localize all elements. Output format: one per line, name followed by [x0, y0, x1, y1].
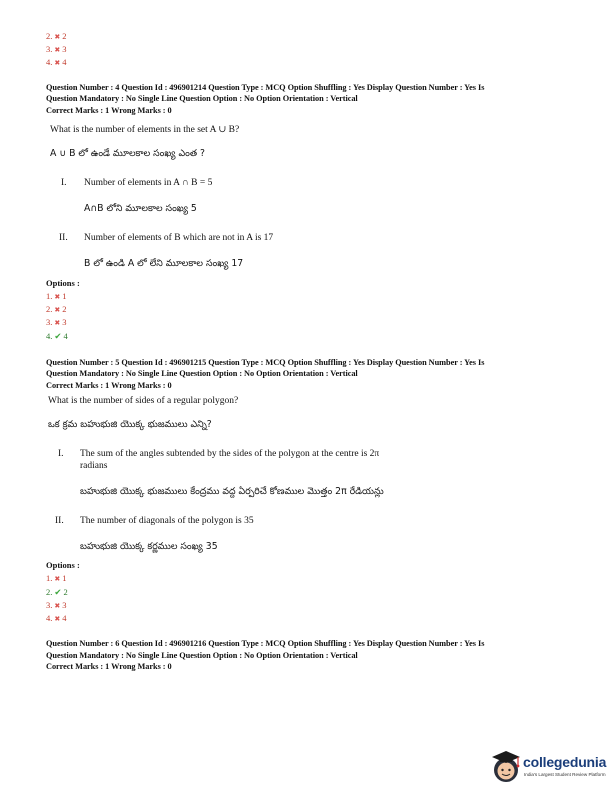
option-row	[46, 573, 67, 583]
check-icon: ✔	[54, 331, 62, 341]
cross-icon: ✖	[54, 319, 61, 327]
option-value: 3	[62, 317, 67, 327]
option-value: 1	[62, 291, 67, 301]
option-value: 3	[62, 600, 67, 610]
statement-number: I.	[61, 178, 67, 188]
cross-icon: ✖	[54, 575, 61, 583]
statement-number: II.	[55, 516, 64, 526]
option-number: 3.	[46, 317, 53, 327]
question-text-en: What is the number of sides of a regular polygon?	[48, 396, 239, 406]
question-text-te: ఒక క్రమ బహుభుజి యొక్క భుజములు ఎన్ని?	[48, 419, 212, 430]
option-row-correct	[46, 587, 68, 598]
option-number: 2.	[46, 587, 53, 597]
option-value: 1	[62, 573, 67, 583]
option-number: 1.	[46, 291, 53, 301]
statement-text-en: radians	[80, 461, 108, 471]
statement-text-te: బహుభుజి యొక్క భుజములు కేంద్రము వద్ద ఏర్పరిచే కోణముల మొత్తం 2π రేడియన్లు	[80, 486, 384, 497]
option-number: 3.	[46, 600, 53, 610]
question-meta: Question Mandatory : No Single Line Question Option : No Option Orientation : Vertical	[46, 369, 358, 378]
question-meta: Question Number : 5 Question Id : 496901215 Question Type : MCQ Option Shuffling : Yes Display Question Number : Yes Is	[46, 358, 485, 367]
option-value: 4	[63, 331, 68, 341]
collegedunia-logo	[489, 746, 607, 786]
statement-text-te: A∩B లోని మూలకాల సంఖ్య 5	[84, 203, 197, 214]
question-meta: Question Number : 6 Question Id : 496901216 Question Type : MCQ Option Shuffling : Yes Display Question Number : Yes Is	[46, 639, 485, 648]
option-row	[46, 317, 67, 327]
option-number: 4.	[46, 57, 53, 67]
option-row	[46, 57, 67, 67]
options-label: Options :	[46, 278, 80, 288]
question-text-te: A ∪ B లో ఉండే మూలకాల సంఖ్య ఎంత ?	[50, 148, 205, 159]
option-number: 4.	[46, 613, 53, 623]
question-meta: Question Mandatory : No Single Line Question Option : No Option Orientation : Vertical	[46, 94, 358, 103]
cross-icon: ✖	[54, 293, 61, 301]
statement-text-en: The number of diagonals of the polygon is 35	[80, 516, 254, 526]
question-text-en: What is the number of elements in the set A ∪ B?	[50, 125, 240, 135]
cross-icon: ✖	[54, 59, 61, 67]
option-value: 3	[62, 44, 67, 54]
option-value: 2	[62, 31, 67, 41]
options-label: Options :	[46, 560, 80, 570]
option-value: 2	[63, 587, 68, 597]
statement-text-te: బహుభుజి యొక్క కర్ణముల సంఖ్య 35	[80, 541, 218, 552]
option-row	[46, 31, 67, 41]
option-row	[46, 613, 67, 623]
option-value: 4	[62, 613, 67, 623]
statement-text-en: Number of elements of B which are not in A is 17	[84, 233, 274, 243]
cross-icon: ✖	[54, 306, 61, 314]
statement-text-en: Number of elements in A ∩ B = 5	[84, 178, 213, 188]
option-number: 1.	[46, 573, 53, 583]
graduate-mascot-icon	[489, 746, 523, 784]
cross-icon: ✖	[54, 615, 61, 623]
logo-tagline: India's Largest Student Review Platform	[524, 772, 606, 777]
option-row-correct	[46, 331, 68, 342]
cross-icon: ✖	[54, 33, 61, 41]
statement-text-en: The sum of the angles subtended by the sides of the polygon at the centre is 2π	[80, 449, 380, 459]
option-row	[46, 600, 67, 610]
logo-wordmark: collegedunia	[523, 754, 607, 770]
option-row	[46, 291, 67, 301]
question-meta: Question Number : 4 Question Id : 496901214 Question Type : MCQ Option Shuffling : Yes Display Question Number : Yes Is	[46, 83, 485, 92]
statement-text-te: B లో ఉండి A లో లేని మూలకాల సంఖ్య 17	[84, 258, 244, 269]
statement-number: II.	[59, 233, 68, 243]
cross-icon: ✖	[54, 46, 61, 54]
statement-number: I.	[58, 449, 64, 459]
option-number: 3.	[46, 44, 53, 54]
question-marks: Correct Marks : 1 Wrong Marks : 0	[46, 106, 172, 115]
check-icon: ✔	[54, 587, 62, 597]
option-number: 2.	[46, 304, 53, 314]
option-number: 2.	[46, 31, 53, 41]
option-value: 4	[62, 57, 67, 67]
cross-icon: ✖	[54, 602, 61, 610]
question-marks: Correct Marks : 1 Wrong Marks : 0	[46, 381, 172, 390]
option-row	[46, 304, 67, 314]
option-row	[46, 44, 67, 54]
question-marks: Correct Marks : 1 Wrong Marks : 0	[46, 662, 172, 671]
question-meta: Question Mandatory : No Single Line Question Option : No Option Orientation : Vertical	[46, 651, 358, 660]
option-number: 4.	[46, 331, 53, 341]
option-value: 2	[62, 304, 67, 314]
